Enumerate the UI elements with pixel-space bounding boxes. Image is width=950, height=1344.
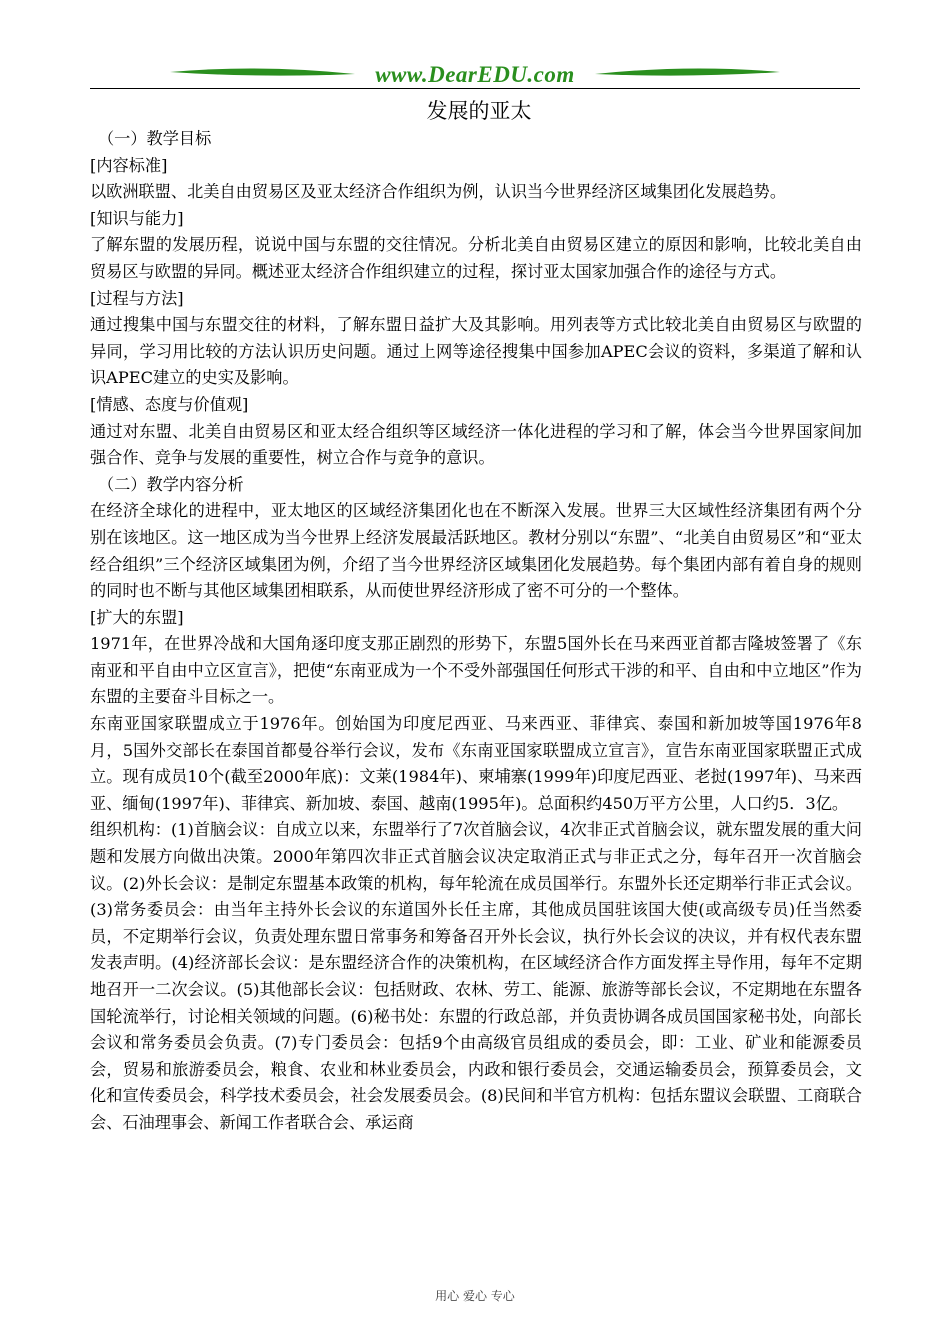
site-url-logo: www.DearEDU.com xyxy=(375,62,575,87)
section-heading: （二）教学内容分析 xyxy=(98,474,244,494)
paragraph: 东南亚国家联盟成立于1976年。创始国为印度尼西亚、马来西亚、菲律宾、泰国和新加坡等国1976年8月，5国外交部长在泰国首都曼谷举行会议，发布《东南亚国家联盟成立宣言》，宣告东南亚国家联盟正式成立。现有成员10个(截至2000年底)：文莱(1984年)、柬埔寨(1999年)印度尼西亚、老挝(1997年)、马来西亚、缅甸(1997年)、菲律宾、新加坡、泰国、越南(1995年)。总面积约450万平方公里，人口约5．3亿。 xyxy=(90,714,862,813)
subsection-label: [知识与能力] xyxy=(90,208,184,228)
paragraph: 1971年，在世界冷战和大国角逐印度支那正剧烈的形势下，东盟5国外长在马来西亚首都吉隆坡签署了《东南亚和平自由中立区宣言》，把使“东南亚成为一个不受外部强国任何形式干涉的和平、自由和中立地区”作为东盟的主要奋斗目标之一。 xyxy=(90,634,862,707)
paragraph: 以欧洲联盟、北美自由贸易区及亚太经济合作组织为例，认识当今世界经济区域集团化发展趋势。 xyxy=(90,182,787,202)
paragraph: 通过搜集中国与东盟交往的材料，了解东盟日益扩大及其影响。用列表等方式比较北美自由贸易区与欧盟的异同，学习用比较的方法认识历史问题。通过上网等途径搜集中国参加APEC会议的资料，多渠道了解和认识APEC建立的史实及影响。 xyxy=(90,315,862,388)
subsection-label: [扩大的东盟] xyxy=(90,607,184,627)
subsection-label: [情感、态度与价值观] xyxy=(90,394,249,414)
paragraph: 在经济全球化的进程中，亚太地区的区域经济集团化也在不断深入发展。世界三大区域性经济集团有两个分别在该地区。这一地区成为当今世界上经济发展最活跃地区。教材分别以“东盟”、“北美自由贸易区”和“亚太经合组织”三个经济区域集团为例，介绍了当今世界经济区域集团化发展趋势。每个集团内部有着自身的规则的同时也不断与其他区域集团相联系，从而使世界经济形成了密不可分的一个整体。 xyxy=(90,501,862,601)
paragraph: 通过对东盟、北美自由贸易区和亚太经合组织等区域经济一体化进程的学习和了解，体会当今世界国家间加强合作、竞争与发展的重要性，树立合作与竞争的意识。 xyxy=(90,421,862,468)
section-heading: （一）教学目标 xyxy=(98,129,212,148)
document-title: 发展的亚太 xyxy=(426,99,532,123)
document-body xyxy=(90,96,862,1137)
paragraph: 组织机构：(1)首脑会议：自成立以来，东盟举行了7次首脑会议，4次非正式首脑会议，就东盟发展的重大问题和发展方向做出决策。2000年第四次非正式首脑会议决定取消正式与非正式之分，每年召开一次首脑会议。(2)外长会议：是制定东盟基本政策的机构，每年轮流在成员国举行。东盟外长还定期举行非正式会议。(3)常务委员会：由当年主持外长会议的东道国外长任主席，其他成员国驻该国大使(或高级专员)任当然委员，不定期举行会议，负责处理东盟日常事务和筹备召开外长会议，执行外长会议的决议，并有权代表东盟发表声明。(4)经济部长会议：是东盟经济合作的决策机构，在区域经济合作方面发挥主导作用，每年不定期地召开一二次会议。(5)其他部长会议：包括财政、农林、劳工、能源、旅游等部长会议，不定期地在东盟各国轮流举行，讨论相关领域的问题。(6)秘书处：东盟的行政总部，并负责协调各成员国国家秘书处，向部长会议和常务委员会负责。(7)专门委员会：包括9个由高级官员组成的委员会，即：工业、矿业和能源委员会，贸易和旅游委员会，粮食、农业和林业委员会，内政和银行委员会，交通运输委员会，预算委员会，文化和宣传委员会，科学技术委员会，社会发展委员会。(8)民间和半官方机构：包括东盟议会联盟、工商联合会、石油理事会、新闻工作者联合会、承运商 xyxy=(90,820,862,1132)
paragraph: 了解东盟的发展历程，说说中国与东盟的交往情况。分析北美自由贸易区建立的原因和影响，比较北美自由贸易区与欧盟的异同。概述亚太经济合作组织建立的过程，探讨亚太国家加强合作的途径与方式。 xyxy=(90,235,862,281)
header-divider xyxy=(90,88,860,89)
page-footer: 用心 爱心 专心 xyxy=(435,1289,515,1303)
subsection-label: [过程与方法] xyxy=(90,288,184,308)
subsection-label: [内容标准] xyxy=(90,155,168,175)
